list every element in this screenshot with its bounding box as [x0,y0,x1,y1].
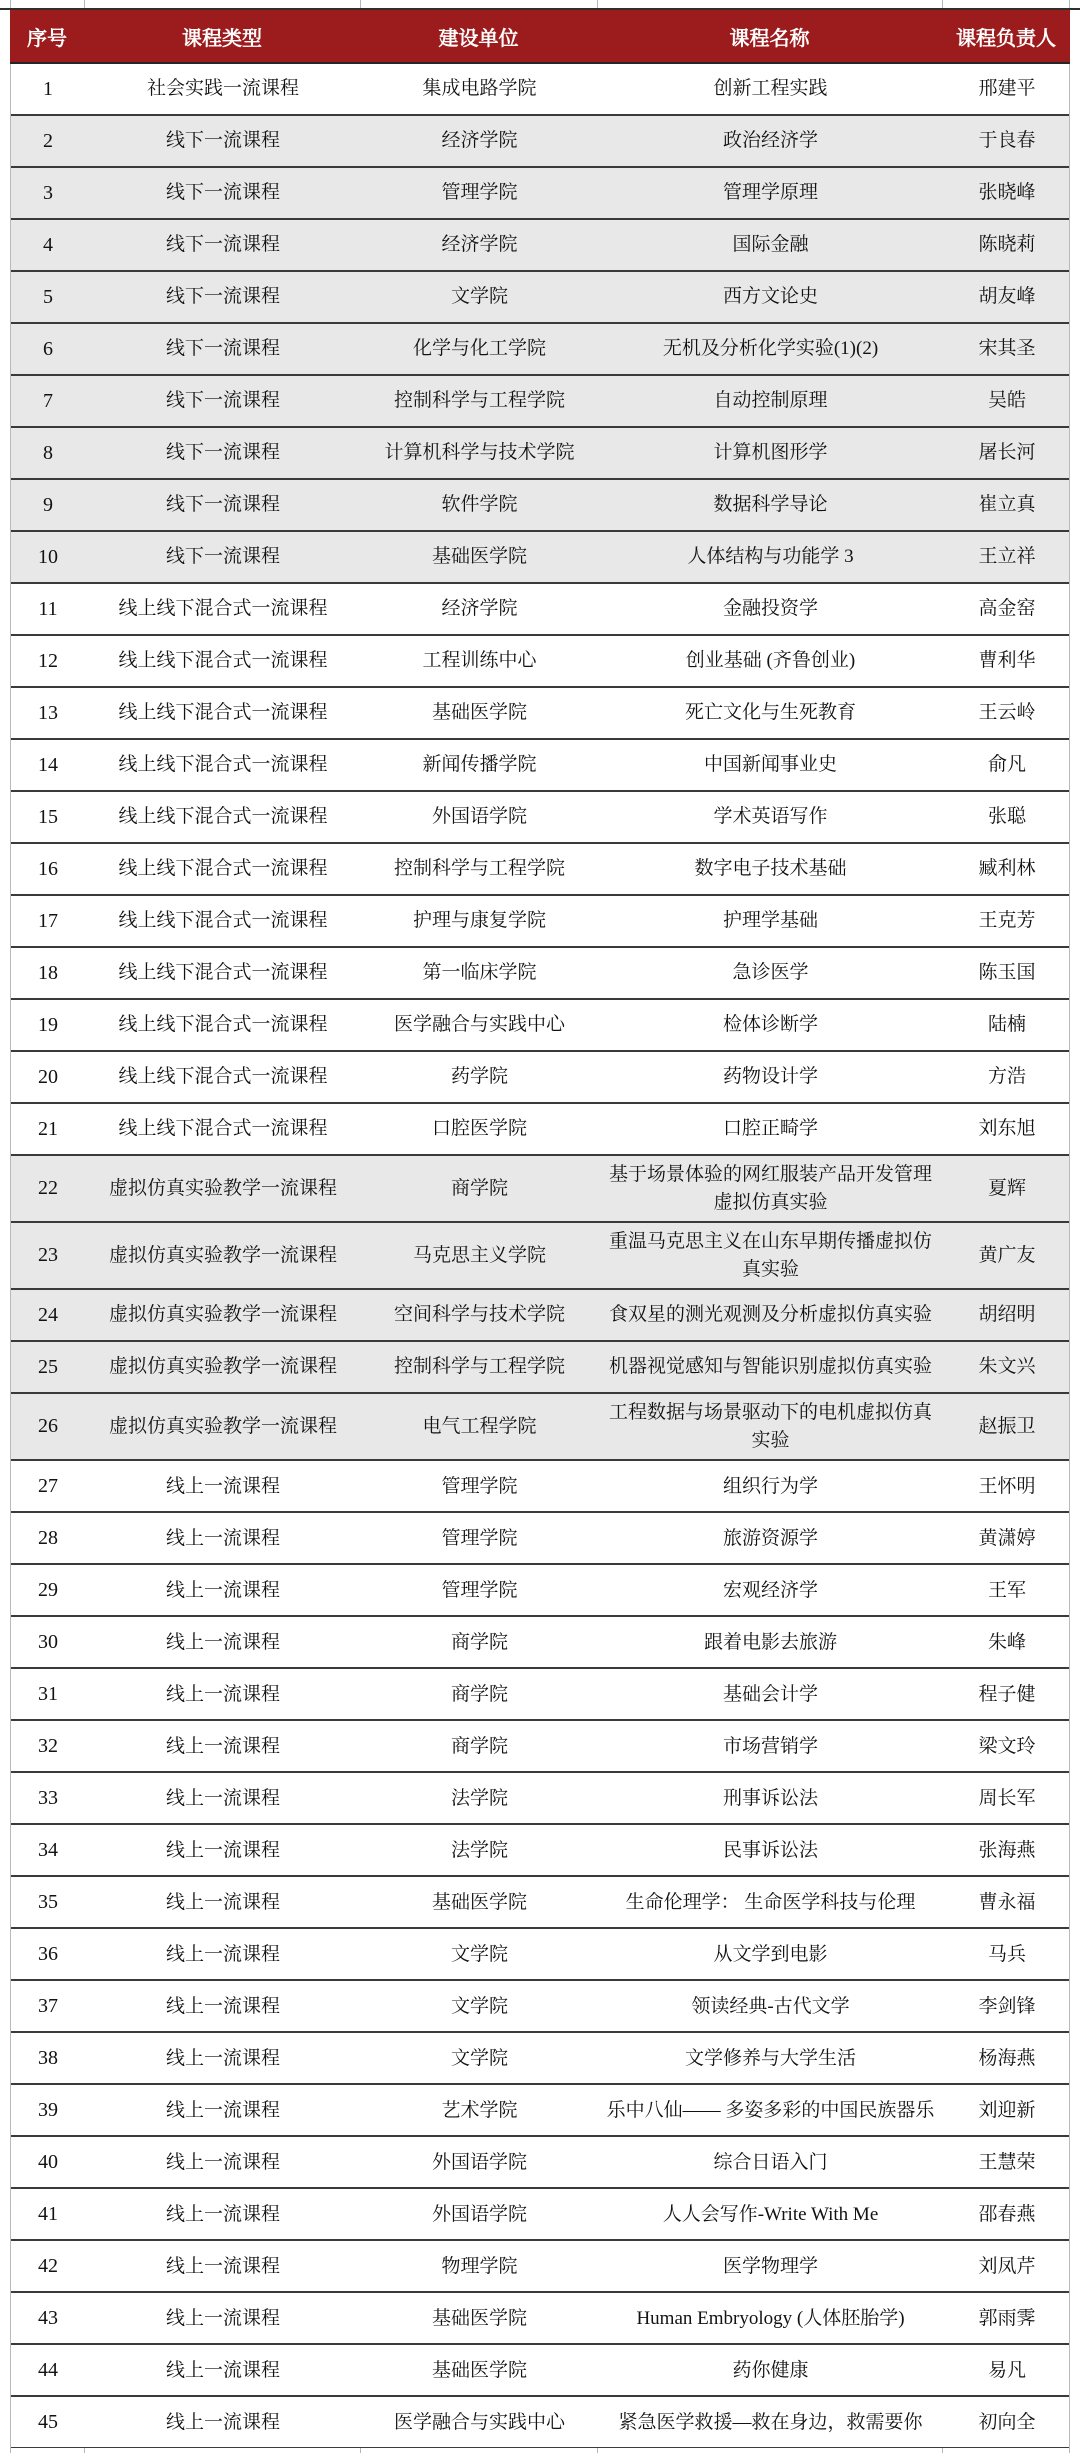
cell-name: 市场营销学 [722,1735,818,1757]
table-row [11,1290,1069,1342]
cell-leader: 邵春燕 [978,2203,1036,2225]
table-row [11,2293,1069,2345]
cell-type: 线下一流课程 [165,130,280,152]
cell-type: 线上一流课程 [165,1475,280,1497]
cell-unit: 控制科学与工程学院 [393,390,565,412]
cell-unit: 医学融合与实践中心 [393,1014,565,1036]
cell-unit: 集成电路学院 [422,78,537,100]
table-row [11,532,1069,584]
cell-no: 8 [43,441,53,464]
cell-no: 13 [38,701,58,724]
cell-leader: 朱文兴 [978,1356,1036,1378]
table-row [11,168,1069,220]
cell-type: 线上线下混合式一流课程 [118,650,328,672]
cell-type: 线上一流课程 [165,1943,280,1965]
cell-name: 医学物理学 [722,2255,818,2277]
cell-unit: 医学融合与实践中心 [393,2411,565,2433]
cell-name: 药你健康 [732,2359,809,2381]
cell-type: 虚拟仿真实验教学一流课程 [108,1415,337,1437]
table-row [11,2033,1069,2085]
cell-type: 线上线下混合式一流课程 [118,1066,328,1088]
table-row [11,2397,1069,2449]
cell-name: 领读经典-古代文学 [691,1995,850,2017]
cell-name: 从文学到电影 [713,1943,828,1965]
cell-leader: 刘东旭 [978,1118,1036,1140]
cell-unit: 经济学院 [441,598,518,620]
cell-leader: 黄潇婷 [978,1527,1036,1549]
cell-no: 24 [38,1303,58,1326]
cell-no: 42 [38,2254,58,2277]
cell-unit: 化学与化工学院 [412,338,546,360]
cell-leader: 王怀明 [978,1475,1036,1497]
column-header-leader: 课程负责人 [956,27,1056,50]
cell-leader: 夏辉 [987,1177,1026,1199]
table-row [11,1825,1069,1877]
table-row [11,428,1069,480]
cell-unit: 文学院 [450,1995,508,2017]
partial-row-vline [84,0,85,8]
cell-unit: 艺术学院 [441,2099,518,2121]
cell-name: 刑事诉讼法 [722,1787,818,1809]
cell-type: 虚拟仿真实验教学一流课程 [108,1177,337,1199]
column-header-index: 序号 [27,27,67,50]
table-row [11,376,1069,428]
cell-unit: 管理学院 [441,1527,518,1549]
cell-unit: 基础医学院 [431,2307,527,2329]
cell-unit: 马克思主义学院 [412,1244,546,1266]
cell-type: 线上一流课程 [165,1527,280,1549]
cell-name: 死亡文化与生死教育 [684,702,856,724]
cell-unit: 护理与康复学院 [412,910,546,932]
cell-no: 44 [38,2358,58,2381]
cell-no: 29 [38,1578,58,1601]
cell-unit: 基础医学院 [431,2359,527,2381]
cell-name: 国际金融 [732,234,809,256]
cell-unit: 控制科学与工程学院 [393,858,565,880]
cell-leader: 程子健 [978,1683,1036,1705]
table-row [11,2241,1069,2293]
cell-no: 6 [43,337,53,360]
cell-no: 34 [38,1838,58,1861]
cell-name: 跟着电影去旅游 [703,1631,837,1653]
cell-unit: 文学院 [450,1943,508,1965]
cell-name: 政治经济学 [722,130,818,152]
table-row [11,272,1069,324]
cell-unit: 经济学院 [441,130,518,152]
cell-no: 4 [43,233,53,256]
cell-leader: 高金窑 [978,598,1036,620]
table-row [11,896,1069,948]
partial-row-vline [1069,2448,1070,2453]
cell-unit: 空间科学与技术学院 [393,1304,565,1326]
table-row [11,1104,1069,1156]
cell-type: 线下一流课程 [165,546,280,568]
cell-leader: 刘迎新 [978,2099,1036,2121]
cell-no: 18 [38,961,58,984]
cell-name: 食双星的测光观测及分析虚拟仿真实验 [608,1304,932,1326]
cell-name: 学术英语写作 [713,806,828,828]
cell-leader: 初向全 [978,2411,1036,2433]
cell-type: 线上线下混合式一流课程 [118,806,328,828]
cell-leader: 屠长河 [978,442,1036,464]
cell-leader: 张晓峰 [978,182,1036,204]
cell-unit: 商学院 [450,1631,508,1653]
cell-name: 计算机图形学 [713,442,828,464]
cell-type: 线上一流课程 [165,1579,280,1601]
cell-leader: 王立祥 [978,546,1036,568]
cell-no: 9 [43,493,53,516]
cell-name: 人体结构与功能学 3 [687,546,854,568]
cell-type: 线上一流课程 [165,2099,280,2121]
cell-unit: 电气工程学院 [422,1415,537,1437]
cell-leader: 王云岭 [978,702,1036,724]
cell-name: 创新工程实践 [713,78,828,100]
cell-leader: 崔立真 [978,494,1036,516]
table-row [11,688,1069,740]
cell-type: 线上线下混合式一流课程 [118,754,328,776]
cell-leader: 赵振卫 [978,1415,1036,1437]
cell-type: 线下一流课程 [165,234,280,256]
cell-name: 综合日语入门 [713,2151,828,2173]
cell-type: 线下一流课程 [165,390,280,412]
cell-unit: 外国语学院 [431,2151,527,2173]
cell-name: 重温马克思主义在山东早期传播虚拟仿真实验 [608,1231,932,1280]
cell-no: 30 [38,1630,58,1653]
cell-unit: 基础医学院 [431,546,527,568]
cell-no: 35 [38,1890,58,1913]
column-header-unit: 建设单位 [438,27,519,50]
table-row [11,1981,1069,2033]
table-row [11,740,1069,792]
cell-name: 工程数据与场景驱动下的电机虚拟仿真实验 [608,1402,932,1451]
cell-no: 41 [38,2202,58,2225]
column-header-course-name: 课程名称 [729,27,810,50]
cell-unit: 管理学院 [441,182,518,204]
cell-name: 管理学原理 [722,182,818,204]
course-table [10,10,1070,2449]
table-row [11,1877,1069,1929]
cell-type: 线上线下混合式一流课程 [118,702,328,724]
cell-type: 线上一流课程 [165,1891,280,1913]
cell-leader: 梁文玲 [978,1735,1036,1757]
cell-leader: 易凡 [987,2359,1026,2381]
table-row [11,1000,1069,1052]
cell-no: 36 [38,1942,58,1965]
table-row [11,844,1069,896]
cell-no: 28 [38,1526,58,1549]
cell-type: 线下一流课程 [165,442,280,464]
cell-name: 组织行为学 [722,1475,818,1497]
table-row [11,220,1069,272]
cell-name: 机器视觉感知与智能识别虚拟仿真实验 [608,1356,932,1378]
cell-unit: 文学院 [450,286,508,308]
cell-leader: 王军 [987,1579,1026,1601]
table-row [11,1773,1069,1825]
cell-unit: 控制科学与工程学院 [393,1356,565,1378]
cell-type: 线上线下混合式一流课程 [118,1014,328,1036]
table-row [11,1223,1069,1290]
cell-name: 旅游资源学 [722,1527,818,1549]
cell-no: 23 [38,1244,58,1267]
cell-unit: 计算机科学与技术学院 [384,442,575,464]
cell-unit: 商学院 [450,1177,508,1199]
cell-no: 16 [38,857,58,880]
cell-type: 线下一流课程 [165,182,280,204]
cell-type: 线上线下混合式一流课程 [118,598,328,620]
table-row [11,636,1069,688]
table-row [11,1052,1069,1104]
cell-leader: 陆楠 [987,1014,1026,1036]
cell-type: 线上一流课程 [165,2203,280,2225]
cell-unit: 法学院 [450,1839,508,1861]
table-row [11,1721,1069,1773]
cell-leader: 邢建平 [978,78,1036,100]
table-row [11,324,1069,376]
cell-type: 线下一流课程 [165,286,280,308]
cell-type: 线上线下混合式一流课程 [118,910,328,932]
cell-unit: 经济学院 [441,234,518,256]
cell-unit: 管理学院 [441,1475,518,1497]
cell-unit: 软件学院 [441,494,518,516]
cell-type: 社会实践一流课程 [146,78,299,100]
cell-unit: 物理学院 [441,2255,518,2277]
cell-leader: 李剑锋 [978,1995,1036,2017]
partial-row-bottom [0,2448,1080,2453]
cell-type: 线上一流课程 [165,1995,280,2017]
cell-leader: 王克芳 [978,910,1036,932]
cell-name: 自动控制原理 [713,390,828,412]
cell-no: 31 [38,1682,58,1705]
cell-no: 33 [38,1786,58,1809]
cell-leader: 曹利华 [978,650,1036,672]
cell-unit: 外国语学院 [431,806,527,828]
cell-no: 21 [38,1117,58,1140]
cell-no: 12 [38,649,58,672]
cell-name: 紧急医学救援—救在身边，救需要你 [618,2411,923,2433]
table-row [11,792,1069,844]
cell-no: 7 [43,389,53,412]
partial-row-vline [360,0,361,8]
table-row [11,1394,1069,1461]
cell-name: Human Embryology (人体胚胎学) [636,2307,905,2329]
cell-leader: 王慧荣 [978,2151,1036,2173]
cell-unit: 工程训练中心 [422,650,537,672]
cell-no: 2 [43,129,53,152]
cell-type: 线下一流课程 [165,494,280,516]
cell-leader: 曹永福 [978,1891,1036,1913]
partial-row-vline [1069,0,1070,8]
cell-no: 10 [38,545,58,568]
partial-row-vline [597,0,598,8]
table-row [11,1929,1069,1981]
cell-leader: 俞凡 [987,754,1026,776]
cell-leader: 刘凤芹 [978,2255,1036,2277]
table-row [11,1461,1069,1513]
cell-leader: 杨海燕 [978,2047,1036,2069]
table-row [11,116,1069,168]
cell-name: 检体诊断学 [722,1014,818,1036]
cell-no: 40 [38,2150,58,2173]
partial-row-vline [942,2448,943,2453]
table-row [11,2137,1069,2189]
partial-row-vline [10,2448,11,2453]
cell-unit: 基础医学院 [431,702,527,724]
cell-leader: 吴皓 [987,390,1026,412]
cell-leader: 于良春 [978,130,1036,152]
cell-type: 虚拟仿真实验教学一流课程 [108,1244,337,1266]
partial-row-vline [360,2448,361,2453]
cell-no: 45 [38,2410,58,2433]
table-row [11,1513,1069,1565]
cell-name: 创业基础 (齐鲁创业) [685,650,856,672]
cell-unit: 管理学院 [441,1579,518,1601]
table-row [11,2189,1069,2241]
cell-type: 线上一流课程 [165,2411,280,2433]
cell-leader: 朱峰 [987,1631,1026,1653]
cell-no: 20 [38,1065,58,1088]
cell-no: 11 [38,597,58,620]
cell-no: 17 [38,909,58,932]
table-body [10,64,1070,2449]
cell-leader: 臧利林 [978,858,1036,880]
cell-type: 虚拟仿真实验教学一流课程 [108,1304,337,1326]
table-row [11,1342,1069,1394]
cell-no: 25 [38,1355,58,1378]
table-row [11,1565,1069,1617]
table-row [11,1669,1069,1721]
cell-name: 西方文论史 [722,286,818,308]
cell-unit: 法学院 [450,1787,508,1809]
cell-no: 37 [38,1994,58,2017]
cell-unit: 药学院 [450,1066,508,1088]
cell-name: 基础会计学 [722,1683,818,1705]
cell-leader: 马兵 [987,1943,1026,1965]
cell-unit: 外国语学院 [431,2203,527,2225]
cell-unit: 口腔医学院 [431,1118,527,1140]
cell-name: 药物设计学 [722,1066,818,1088]
cell-leader: 陈玉国 [978,962,1036,984]
cell-no: 5 [43,285,53,308]
table-row [11,584,1069,636]
cell-name: 文学修养与大学生活 [684,2047,856,2069]
cell-type: 线上一流课程 [165,2255,280,2277]
cell-unit: 文学院 [450,2047,508,2069]
cell-name: 无机及分析化学实验(1)(2) [662,338,879,360]
column-header-course-type: 课程类型 [182,27,262,50]
cell-leader: 周长军 [978,1787,1036,1809]
cell-type: 线上一流课程 [165,1787,280,1809]
partial-row-vline [942,0,943,8]
cell-name: 宏观经济学 [722,1579,818,1601]
cell-name: 口腔正畸学 [722,1118,818,1140]
cell-unit: 基础医学院 [431,1891,527,1913]
cell-name: 金融投资学 [722,598,818,620]
cell-no: 26 [38,1415,58,1438]
cell-no: 32 [38,1734,58,1757]
cell-type: 线上一流课程 [165,1735,280,1757]
cell-no: 38 [38,2046,58,2069]
partial-row-vline [597,2448,598,2453]
cell-leader: 方浩 [987,1066,1026,1088]
table-row [11,2085,1069,2137]
cell-name: 中国新闻事业史 [703,754,837,776]
cell-unit: 新闻传播学院 [422,754,537,776]
cell-no: 3 [43,181,53,204]
cell-no: 14 [38,753,58,776]
cell-leader: 陈晓莉 [978,234,1036,256]
cell-name: 急诊医学 [732,962,809,984]
cell-type: 线上线下混合式一流课程 [118,1118,328,1140]
partial-row-vline [84,2448,85,2453]
cell-no: 15 [38,805,58,828]
cell-type: 线上一流课程 [165,2047,280,2069]
cell-name: 生命伦理学： 生命医学科技与伦理 [625,1891,916,1913]
cell-name: 民事诉讼法 [722,1839,818,1861]
table-row [11,1617,1069,1669]
table-row [11,2345,1069,2397]
cell-leader: 胡绍明 [978,1304,1036,1326]
cell-type: 线上一流课程 [165,2307,280,2329]
cell-no: 22 [38,1177,58,1200]
cell-unit: 第一临床学院 [422,962,537,984]
partial-row-vline [10,0,11,8]
cell-no: 19 [38,1013,58,1036]
cell-type: 虚拟仿真实验教学一流课程 [108,1356,337,1378]
cell-unit: 商学院 [450,1683,508,1705]
cell-type: 线上一流课程 [165,1839,280,1861]
cell-name: 人人会写作-Write With Me [662,2203,879,2225]
cell-leader: 宋其圣 [978,338,1036,360]
table-row [11,948,1069,1000]
cell-name: 基于场景体验的网红服装产品开发管理虚拟仿真实验 [608,1164,932,1213]
cell-type: 线上一流课程 [165,1683,280,1705]
cell-type: 线上线下混合式一流课程 [118,858,328,880]
cell-type: 线上线下混合式一流课程 [118,962,328,984]
cell-leader: 黄广友 [978,1244,1036,1266]
cell-leader: 张海燕 [978,1839,1036,1861]
cell-no: 1 [43,77,53,100]
cell-type: 线上一流课程 [165,1631,280,1653]
cell-type: 线上一流课程 [165,2151,280,2173]
cell-type: 线上一流课程 [165,2359,280,2381]
cell-type: 线下一流课程 [165,338,280,360]
cell-unit: 商学院 [450,1735,508,1757]
cell-name: 数字电子技术基础 [694,858,847,880]
cell-no: 39 [38,2098,58,2121]
table-header-row [10,10,1070,64]
cell-no: 43 [38,2306,58,2329]
table-row [11,480,1069,532]
cell-name: 数据科学导论 [713,494,828,516]
table-row [11,1156,1069,1223]
cell-leader: 胡友峰 [978,286,1036,308]
cell-leader: 郭雨霁 [978,2307,1036,2329]
cell-name: 护理学基础 [722,910,818,932]
cell-leader: 张聪 [987,806,1026,828]
cell-name: 乐中八仙—— 多姿多彩的中国民族器乐 [606,2099,935,2121]
partial-row-top [0,0,1080,10]
table-row [11,64,1069,116]
cell-no: 27 [38,1474,58,1497]
